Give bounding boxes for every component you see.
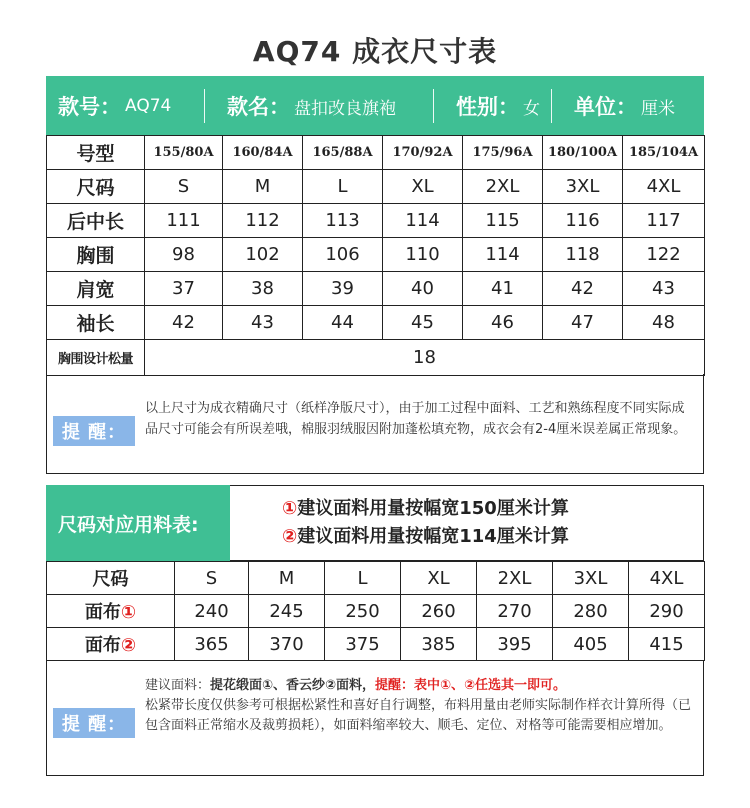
fabric-cell: 375: [325, 628, 401, 661]
fabric-row-1: [47, 595, 705, 628]
measure-cell: 113: [303, 204, 383, 238]
notice-text: 以上尺寸为成衣精确尺寸（纸样净版尺寸），由于加工过程中面料、工艺和熟练程度不同实际成品尺寸可能会有所误差哦，棉服羽绒服因附加蓬松填充物，成衣会有2-4厘米误差属正常现象。: [145, 401, 687, 437]
fabric-cell: 280: [553, 595, 629, 628]
style-number-label: 款号：: [58, 95, 121, 119]
measure-cell: 114: [463, 238, 543, 272]
fabric-cell: 395: [477, 628, 553, 661]
measure-cell: 116: [543, 204, 623, 238]
measure-cell: 47: [543, 306, 623, 340]
size-cell: S: [175, 562, 249, 595]
style-name-label: 款名：: [227, 95, 290, 119]
bust-ease-value: 18: [145, 340, 705, 376]
unit: [552, 76, 704, 136]
size-cell: 2XL: [477, 562, 553, 595]
measure-cell: 118: [543, 238, 623, 272]
sleeve-row: [47, 306, 705, 340]
row-label: 胸围: [47, 238, 145, 272]
measure-cell: 42: [543, 272, 623, 306]
fabric-cell: 290: [629, 595, 705, 628]
fabric-row-2: [47, 628, 705, 661]
size-cell: M: [223, 170, 303, 204]
fabric-cell: 245: [249, 595, 325, 628]
measure-cell: 37: [145, 272, 223, 306]
style-name-value: 盘扣改良旗袍: [294, 98, 396, 119]
size-code-cell: 180/100A: [543, 136, 623, 170]
shoulder-row: [47, 272, 705, 306]
measure-cell: 122: [623, 238, 705, 272]
style-name: [205, 76, 433, 136]
product-info-bar: [46, 76, 704, 136]
circled-two-mark: ②: [120, 635, 137, 656]
size-code-cell: 185/104A: [623, 136, 705, 170]
bust-ease-label: 胸围设计松量: [47, 340, 145, 376]
material-title: 尺码对应用料表:: [46, 485, 230, 561]
measure-cell: 98: [145, 238, 223, 272]
style-number: [46, 76, 204, 136]
measure-cell: 106: [303, 238, 383, 272]
style-number-value: AQ74: [125, 96, 172, 116]
gender-value: 女: [523, 98, 540, 119]
row-label: 后中长: [47, 204, 145, 238]
circled-one-mark: ①: [282, 498, 298, 519]
size-cell: 4XL: [623, 170, 705, 204]
notice-label: 提 醒：: [53, 416, 135, 446]
fabric-cell: 240: [175, 595, 249, 628]
size-code-cell: 170/92A: [383, 136, 463, 170]
size-letter-row: [47, 170, 705, 204]
size-cell: XL: [383, 170, 463, 204]
measure-cell: 48: [623, 306, 705, 340]
size-code-cell: 160/84A: [223, 136, 303, 170]
material-notes: [282, 495, 702, 551]
notice-label: 提 醒：: [53, 708, 135, 738]
unit-value: 厘米: [641, 98, 675, 119]
gender-label: 性别：: [456, 95, 519, 119]
size-cell: XL: [401, 562, 477, 595]
measure-cell: 44: [303, 306, 383, 340]
fabric-cell: 385: [401, 628, 477, 661]
row-label: 号型: [47, 136, 145, 170]
bust-row: [47, 238, 705, 272]
measure-cell: 41: [463, 272, 543, 306]
measure-cell: 40: [383, 272, 463, 306]
measure-cell: 38: [223, 272, 303, 306]
circled-one-mark: ①: [120, 602, 137, 623]
measure-cell: 114: [383, 204, 463, 238]
material-header: [46, 485, 704, 561]
measure-cell: 42: [145, 306, 223, 340]
fabric-cell: 270: [477, 595, 553, 628]
measure-cell: 117: [623, 204, 705, 238]
size-cell: 4XL: [629, 562, 705, 595]
measure-cell: 102: [223, 238, 303, 272]
size-code-cell: 175/96A: [463, 136, 543, 170]
size-cell: 2XL: [463, 170, 543, 204]
size-table: [46, 135, 705, 376]
size-cell: 3XL: [543, 170, 623, 204]
fabric-cell: 370: [249, 628, 325, 661]
fabric-notice-rest: 松紧带长度仅供参考可根据松紧性和喜好自行调整，布料用量由老师实际制作样衣计算所得（已包含面料正常缩水及裁剪损耗），如面料缩率较大、顺毛、定位、对格等可能需要相应增加。: [145, 698, 692, 733]
size-cell: L: [325, 562, 401, 595]
size-code-row: [47, 136, 705, 170]
size-code-cell: 165/88A: [303, 136, 383, 170]
size-notice-box: [46, 374, 704, 474]
fabric-cell: 405: [553, 628, 629, 661]
fabric-label: 面布: [84, 635, 121, 656]
fabric-cell: 250: [325, 595, 401, 628]
row-label: 袖长: [47, 306, 145, 340]
fabric-size-row: [47, 562, 705, 595]
fabric-cell: 365: [175, 628, 249, 661]
material-note-2: [282, 523, 702, 551]
measure-cell: 111: [145, 204, 223, 238]
unit-label: 单位：: [574, 95, 637, 119]
measure-cell: 43: [623, 272, 705, 306]
measure-cell: 45: [383, 306, 463, 340]
size-cell: M: [249, 562, 325, 595]
material-note-text: 建议面料用量按幅宽114厘米计算: [297, 526, 569, 547]
size-cell: 3XL: [553, 562, 629, 595]
row-label: 肩宽: [47, 272, 145, 306]
fabric-cell: 415: [629, 628, 705, 661]
row-label: [47, 595, 175, 628]
material-note-text: 建议面料用量按幅宽150厘米计算: [297, 498, 569, 519]
measure-cell: 39: [303, 272, 383, 306]
measure-cell: 46: [463, 306, 543, 340]
row-label: [47, 628, 175, 661]
fabric-suggestion-prefix: 建议面料：: [145, 678, 211, 693]
size-code-cell: 155/80A: [145, 136, 223, 170]
row-label: 尺码: [47, 170, 145, 204]
measure-cell: 43: [223, 306, 303, 340]
fabric-cell: 260: [401, 595, 477, 628]
fabric-notice-box: [46, 660, 704, 776]
material-note-1: [282, 495, 702, 523]
back-length-row: [47, 204, 705, 238]
gender: [434, 76, 551, 136]
notice-text: [145, 676, 701, 736]
page-title: AQ74 成衣尺寸表: [252, 35, 498, 68]
bust-ease-row: [47, 340, 705, 376]
measure-cell: 112: [223, 204, 303, 238]
circled-two-mark: ②: [282, 526, 298, 547]
fabric-label: 面布: [84, 602, 121, 623]
fabric-suggestion: 提花缎面①、香云纱②面料，: [210, 678, 376, 693]
size-cell: L: [303, 170, 383, 204]
size-cell: S: [145, 170, 223, 204]
fabric-usage-table: [46, 561, 705, 661]
row-label: 尺码: [47, 562, 175, 595]
fabric-choice-reminder: 提醒：表中①、②任选其一即可。: [375, 678, 567, 693]
measure-cell: 115: [463, 204, 543, 238]
measure-cell: 110: [383, 238, 463, 272]
